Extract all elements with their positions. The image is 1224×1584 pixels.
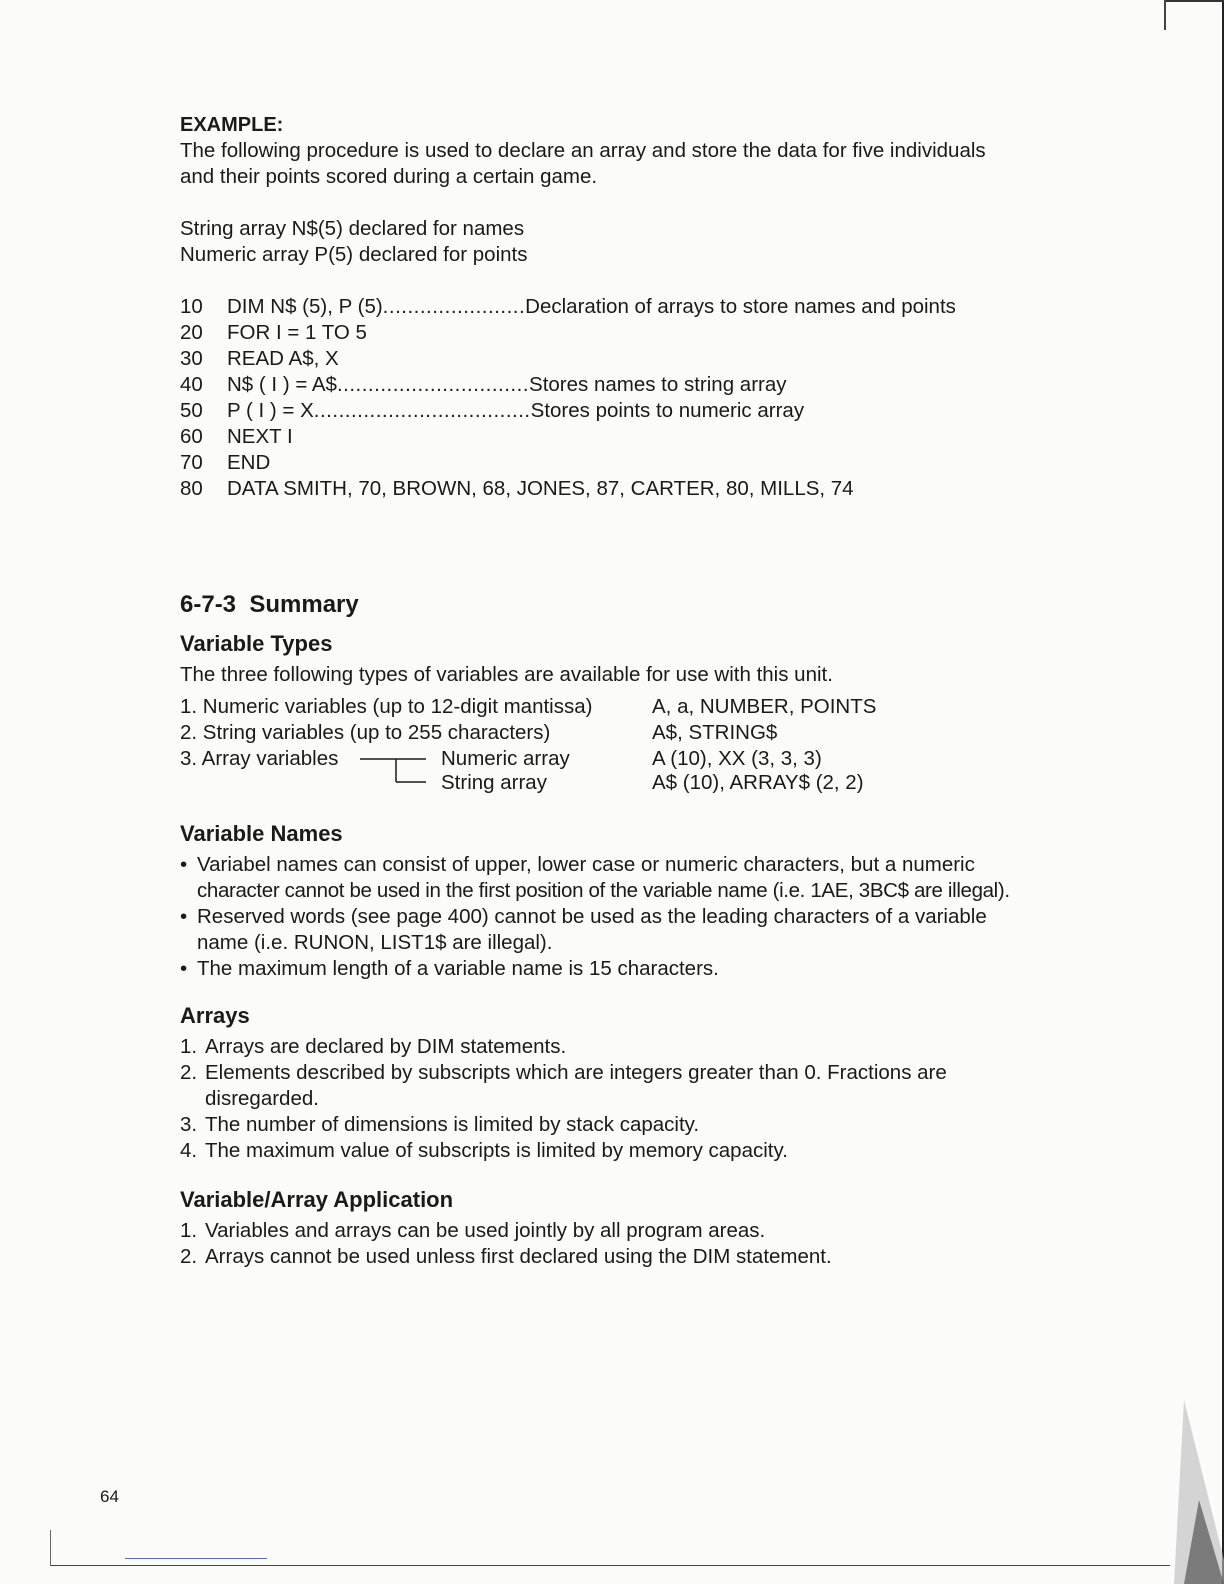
line-number: 60 — [180, 425, 203, 448]
bullet-icon: • — [180, 905, 188, 928]
line-number: 30 — [180, 347, 203, 370]
program-line — [180, 294, 1080, 320]
type-numeric-label: 1. Numeric variables (up to 12-digit mantissa) — [180, 695, 593, 718]
item-text: The number of dimensions is limited by stack capacity. — [205, 1113, 700, 1136]
leader-dots: ....................... — [382, 295, 526, 318]
list-item — [180, 1244, 1080, 1270]
line-number: 70 — [180, 451, 203, 474]
declaration-string-array: String array N$(5) declared for names — [180, 217, 525, 240]
line-code: NEXT I — [227, 425, 293, 448]
example-heading: EXAMPLE: — [180, 114, 284, 136]
line-comment: Declaration of arrays to store names and points — [525, 295, 956, 318]
line-code: DATA SMITH, 70, BROWN, 68, JONES, 87, CARTER, 80, MILLS, 74 — [227, 477, 854, 500]
type-array-numeric-example: A (10), XX (3, 3, 3) — [652, 747, 822, 770]
list-item — [180, 1218, 1080, 1244]
line-comment: Stores names to string array — [529, 373, 787, 396]
line-code: DIM N$ (5), P (5) — [227, 295, 383, 318]
page-number: 64 — [100, 1487, 119, 1506]
program-line — [180, 476, 1080, 502]
type-numeric-example: A, a, NUMBER, POINTS — [652, 695, 877, 718]
array-branch-bracket — [360, 746, 428, 798]
program-line — [180, 346, 1080, 372]
type-array-string: String array — [441, 771, 547, 794]
list-item — [180, 1034, 1080, 1060]
variable-names-heading: Variable Names — [180, 821, 343, 846]
leader-dots: ................................... — [313, 399, 531, 422]
line-code: N$ ( I ) = A$ — [227, 373, 337, 396]
bullet-text: Variabel names can consist of upper, lower case or numeric characters, but a numeric — [197, 853, 975, 876]
item-number: 2. — [180, 1061, 198, 1084]
summary-title: 6-7-3 Summary — [180, 591, 359, 618]
bullet-text: The maximum length of a variable name is 15 characters. — [197, 957, 719, 980]
list-item — [180, 1060, 1080, 1112]
type-array-string-example: A$ (10), ARRAY$ (2, 2) — [652, 771, 864, 794]
list-item — [180, 1138, 1080, 1164]
bottom-edge-line — [50, 1565, 1170, 1566]
line-number: 80 — [180, 477, 203, 500]
item-text: The maximum value of subscripts is limited by memory capacity. — [205, 1139, 788, 1162]
program-line — [180, 320, 1080, 346]
line-comment: Stores points to numeric array — [530, 399, 805, 422]
bullet-text: name (i.e. RUNON, LIST1$ are illegal). — [197, 931, 553, 954]
line-code: END — [227, 451, 271, 474]
scan-edge-shadow — [1144, 0, 1224, 1584]
line-number: 20 — [180, 321, 203, 344]
footer-rule — [125, 1558, 267, 1559]
line-code: P ( I ) = X — [227, 399, 314, 422]
example-intro-line-2: and their points scored during a certain game. — [180, 165, 598, 188]
line-code: READ A$, X — [227, 347, 339, 370]
item-text: Variables and arrays can be used jointly by all program areas. — [205, 1219, 766, 1242]
item-text: Arrays cannot be used unless first declared using the DIM statement. — [205, 1245, 832, 1268]
line-number: 40 — [180, 373, 203, 396]
left-edge-line — [50, 1530, 51, 1566]
list-item — [180, 904, 1080, 956]
arrays-heading: Arrays — [180, 1003, 250, 1028]
example-intro-line-1: The following procedure is used to declare an array and store the data for five individuals — [180, 139, 986, 162]
item-number: 4. — [180, 1139, 198, 1162]
list-item — [180, 1112, 1080, 1138]
type-array-numeric: Numeric array — [441, 747, 570, 770]
bullet-text: Reserved words (see page 400) cannot be used as the leading characters of a variable — [197, 905, 987, 928]
list-item — [180, 956, 1080, 982]
variable-types-table — [180, 694, 1080, 798]
line-number: 10 — [180, 295, 203, 318]
program-line — [180, 450, 1080, 476]
bullet-icon: • — [180, 853, 188, 876]
program-line — [180, 372, 1080, 398]
program-line — [180, 424, 1080, 450]
item-text: Arrays are declared by DIM statements. — [205, 1035, 567, 1058]
item-number: 1. — [180, 1219, 198, 1242]
variable-types-heading: Variable Types — [180, 631, 333, 656]
item-number: 1. — [180, 1035, 198, 1058]
program-listing — [180, 294, 1080, 502]
declaration-numeric-array: Numeric array P(5) declared for points — [180, 243, 528, 266]
item-number: 3. — [180, 1113, 198, 1136]
list-item — [180, 852, 1080, 904]
leader-dots: ............................... — [336, 373, 530, 396]
variable-types-intro: The three following types of variables are available for use with this unit. — [180, 663, 833, 686]
type-string-example: A$, STRING$ — [652, 721, 778, 744]
line-code: FOR I = 1 TO 5 — [227, 321, 367, 344]
item-number: 2. — [180, 1245, 198, 1268]
line-number: 50 — [180, 399, 203, 422]
item-text: Elements described by subscripts which are integers greater than 0. Fractions are — [205, 1061, 947, 1084]
bullet-icon: • — [180, 957, 188, 980]
application-heading: Variable/Array Application — [180, 1187, 454, 1212]
type-string-label: 2. String variables (up to 255 characters) — [180, 721, 551, 744]
type-array-label: 3. Array variables — [180, 747, 339, 770]
document-page — [180, 112, 1080, 1270]
program-line — [180, 398, 1080, 424]
bullet-text: character cannot be used in the first position of the variable name (i.e. 1AE, 3BC$ are illegal). — [197, 879, 1010, 902]
item-text: disregarded. — [205, 1087, 319, 1110]
